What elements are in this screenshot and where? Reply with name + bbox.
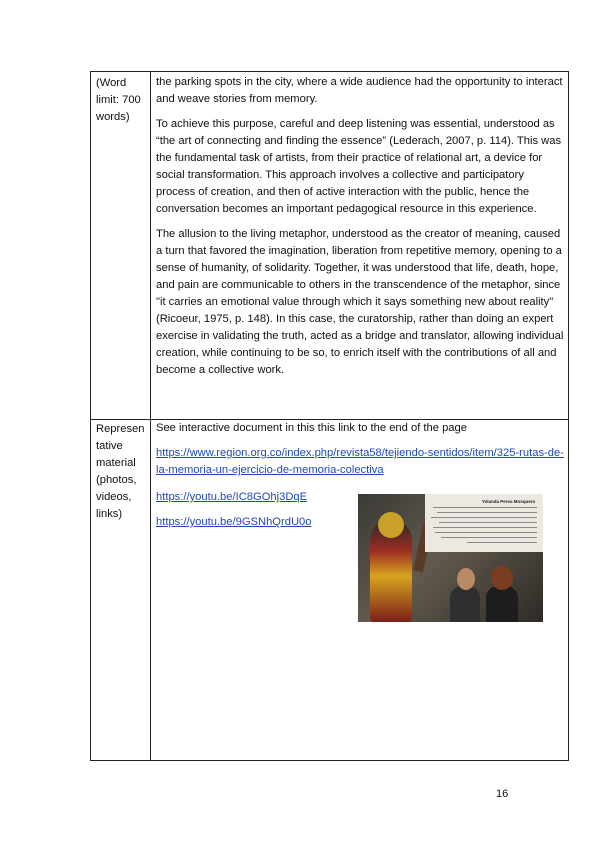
youtube-link-2[interactable]: https://youtu.be/9GSNhQrdU0o [156, 516, 312, 528]
photo-caption-box [425, 494, 543, 552]
paragraph-continuation: the parking spots in the city, where a wide audience had the opportunity to interact and weave stories from memory. [156, 76, 563, 105]
caption-text-line [433, 527, 537, 528]
photo-caption-title: Yolanda Perea Mosquera [481, 499, 535, 504]
content-table [90, 71, 569, 761]
caption-text-line [467, 542, 537, 543]
paragraph-listening: To achieve this purpose, careful and deep listening was essential, understood as “the art of connecting and finding the essence” (Lederach, 2007, p. 114). This was the fundamental task of artists, from their practice of relational art, a device for social transformation. This approach involves a collective and participatory process of creation, and then of active interaction with the public, hence the conversation becomes an important pedagogical resource in this experience. [156, 118, 562, 215]
photo-figure-head [491, 566, 513, 590]
region-article-link[interactable]: https://www.region.org.co/index.php/revista58/tejiendo-sentidos/item/325-rutas-de-la-memoria-un-ejercicio-de-memoria-colectiva [156, 447, 564, 476]
paragraph-metaphor: The allusion to the living metaphor, understood as the creator of meaning, caused a turn that favored the imagination, liberation from repetitive memory, opening to a sense of humanity, of solidarity. Together, it was understood that life, death, hope, and pain are communicable to others in the transcendence of the metaphor, since "it carries an emotional value through which it says something new about reality" (Ricoeur, 1975, p. 148). In this case, the curatorship, rather than doing an expert exercise in validating the truth, acted as a bridge and translator, allowing individual creation, while continuing to be so, to enrich itself with the contributions of all and become a collective work. [156, 228, 564, 376]
interactive-document-note: See interactive document in this this link to the end of the page [156, 422, 467, 434]
caption-text-line [435, 532, 537, 533]
row1-content [156, 74, 566, 387]
photo-figure-head [457, 568, 475, 590]
caption-text-line [437, 512, 537, 513]
representative-photo [358, 494, 543, 622]
column-divider [150, 72, 151, 760]
caption-text-line [439, 522, 537, 523]
youtube-link-1[interactable]: https://youtu.be/IC8GOhj3DqE [156, 491, 308, 503]
page-number: 16 [496, 788, 509, 800]
photo-figure [450, 586, 480, 622]
row2-label: Represen tative material (photos, videos, links) [96, 423, 145, 520]
photo-figure [486, 586, 518, 622]
photo-figure-head [378, 512, 404, 538]
caption-text-line [433, 507, 537, 508]
row1-label: (Word limit: 700 words) [96, 77, 141, 123]
caption-text-line [431, 517, 537, 518]
caption-text-line [441, 537, 537, 538]
